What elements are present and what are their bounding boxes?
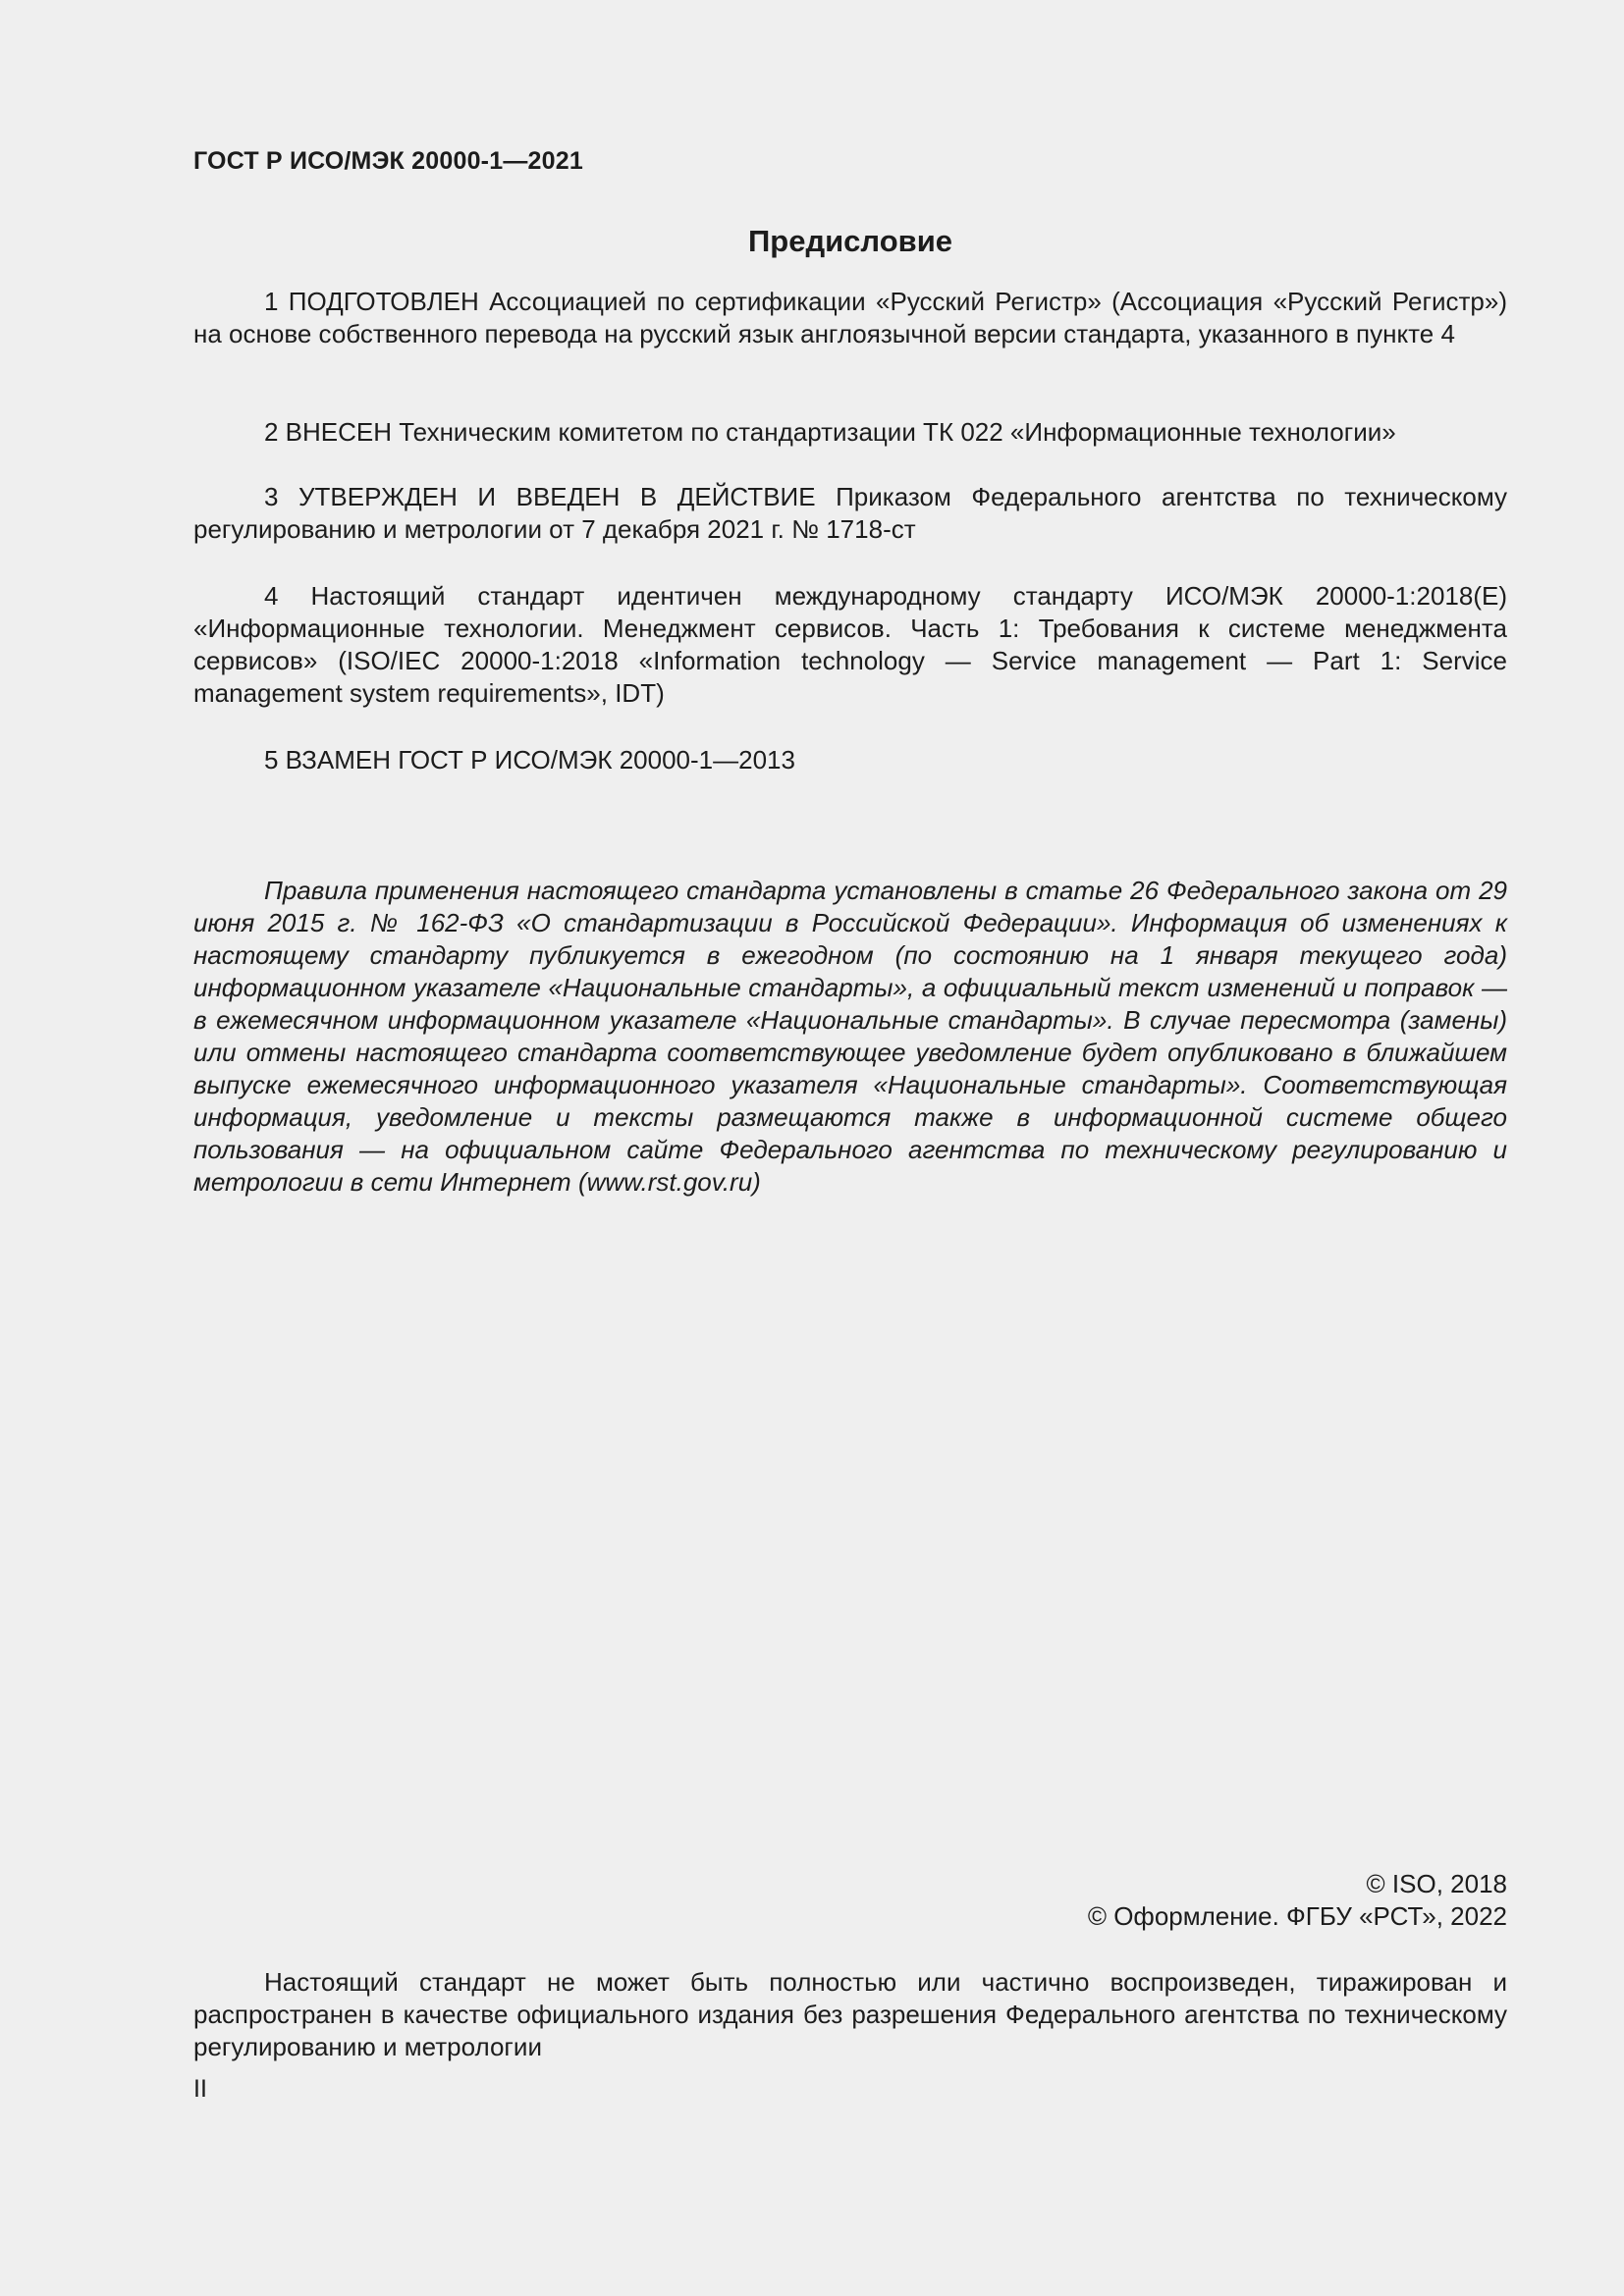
- document-code-header: ГОСТ Р ИСО/МЭК 20000-1—2021: [193, 147, 583, 175]
- foreword-item-4: 4 Настоящий стандарт идентичен международному стандарту ИСО/МЭК 20000-1:2018(E) «Информационные технологии. Менеджмент сервисов. Часть 1: Требования к системе менеджмента сервисов» (ISO/IEC 20000-1:2018 «Information technology — Service management — Part 1: Service management system requirements», IDT): [193, 581, 1507, 708]
- page-title: Предисловие: [747, 224, 952, 258]
- document-page: [193, 0, 1507, 2296]
- page-number: II: [193, 2075, 207, 2103]
- foreword-item-1: 1 ПОДГОТОВЛЕН Ассоциацией по сертификации «Русский Регистр» (Ассоциация «Русский Регистр») на основе собственного перевода на русский язык англоязычной версии стандарта, указанного в пункте 4: [193, 287, 1507, 348]
- copyright-iso: © ISO, 2018: [1366, 1869, 1507, 1898]
- foreword-item-2: 2 ВНЕСЕН Техническим комитетом по стандартизации ТК 022 «Информационные технологии»: [264, 417, 1396, 447]
- copyright-design: © Оформление. ФГБУ «РСТ», 2022: [1087, 1901, 1507, 1931]
- rules-note: Правила применения настоящего стандарта установлены в статье 26 Федерального закона от 29 июня 2015 г. № 162-ФЗ «О стандартизации в Российской Федерации». Информация об изменениях к настоящему стандарту публикуется в ежегодном (по состоянию на 1 января текущего года) информационном указателе «Национальные стандарты», а официальный текст изменений и поправок — в ежемесячном информационном указателе «Национальные стандарты». В случае пересмотра (замены) или отмены настоящего стандарта соответствующее уведомление будет опубликовано в ближайшем выпуске ежемесячного информационного указателя «Национальные стандарты». Соответствующая информация, уведомление и тексты размещаются также в информационной системе общего пользования — на официальном сайте Федерального агентства по техническому регулированию и метрологии в сети Интернет (www.rst.gov.ru): [193, 876, 1507, 1197]
- foreword-item-5: 5 ВЗАМЕН ГОСТ Р ИСО/МЭК 20000-1—2013: [264, 745, 795, 774]
- copyright-block: [193, 1868, 1507, 1933]
- reproduction-notice: Настоящий стандарт не может быть полностью или частично воспроизведен, тиражирован и распространен в качестве официального издания без разрешения Федерального агентства по техническому регулированию и метрологии: [193, 1967, 1507, 2061]
- foreword-item-3: 3 УТВЕРЖДЕН И ВВЕДЕН В ДЕЙСТВИЕ Приказом Федерального агентства по техническому регулированию и метрологии от 7 декабря 2021 г. № 1718-ст: [193, 482, 1507, 544]
